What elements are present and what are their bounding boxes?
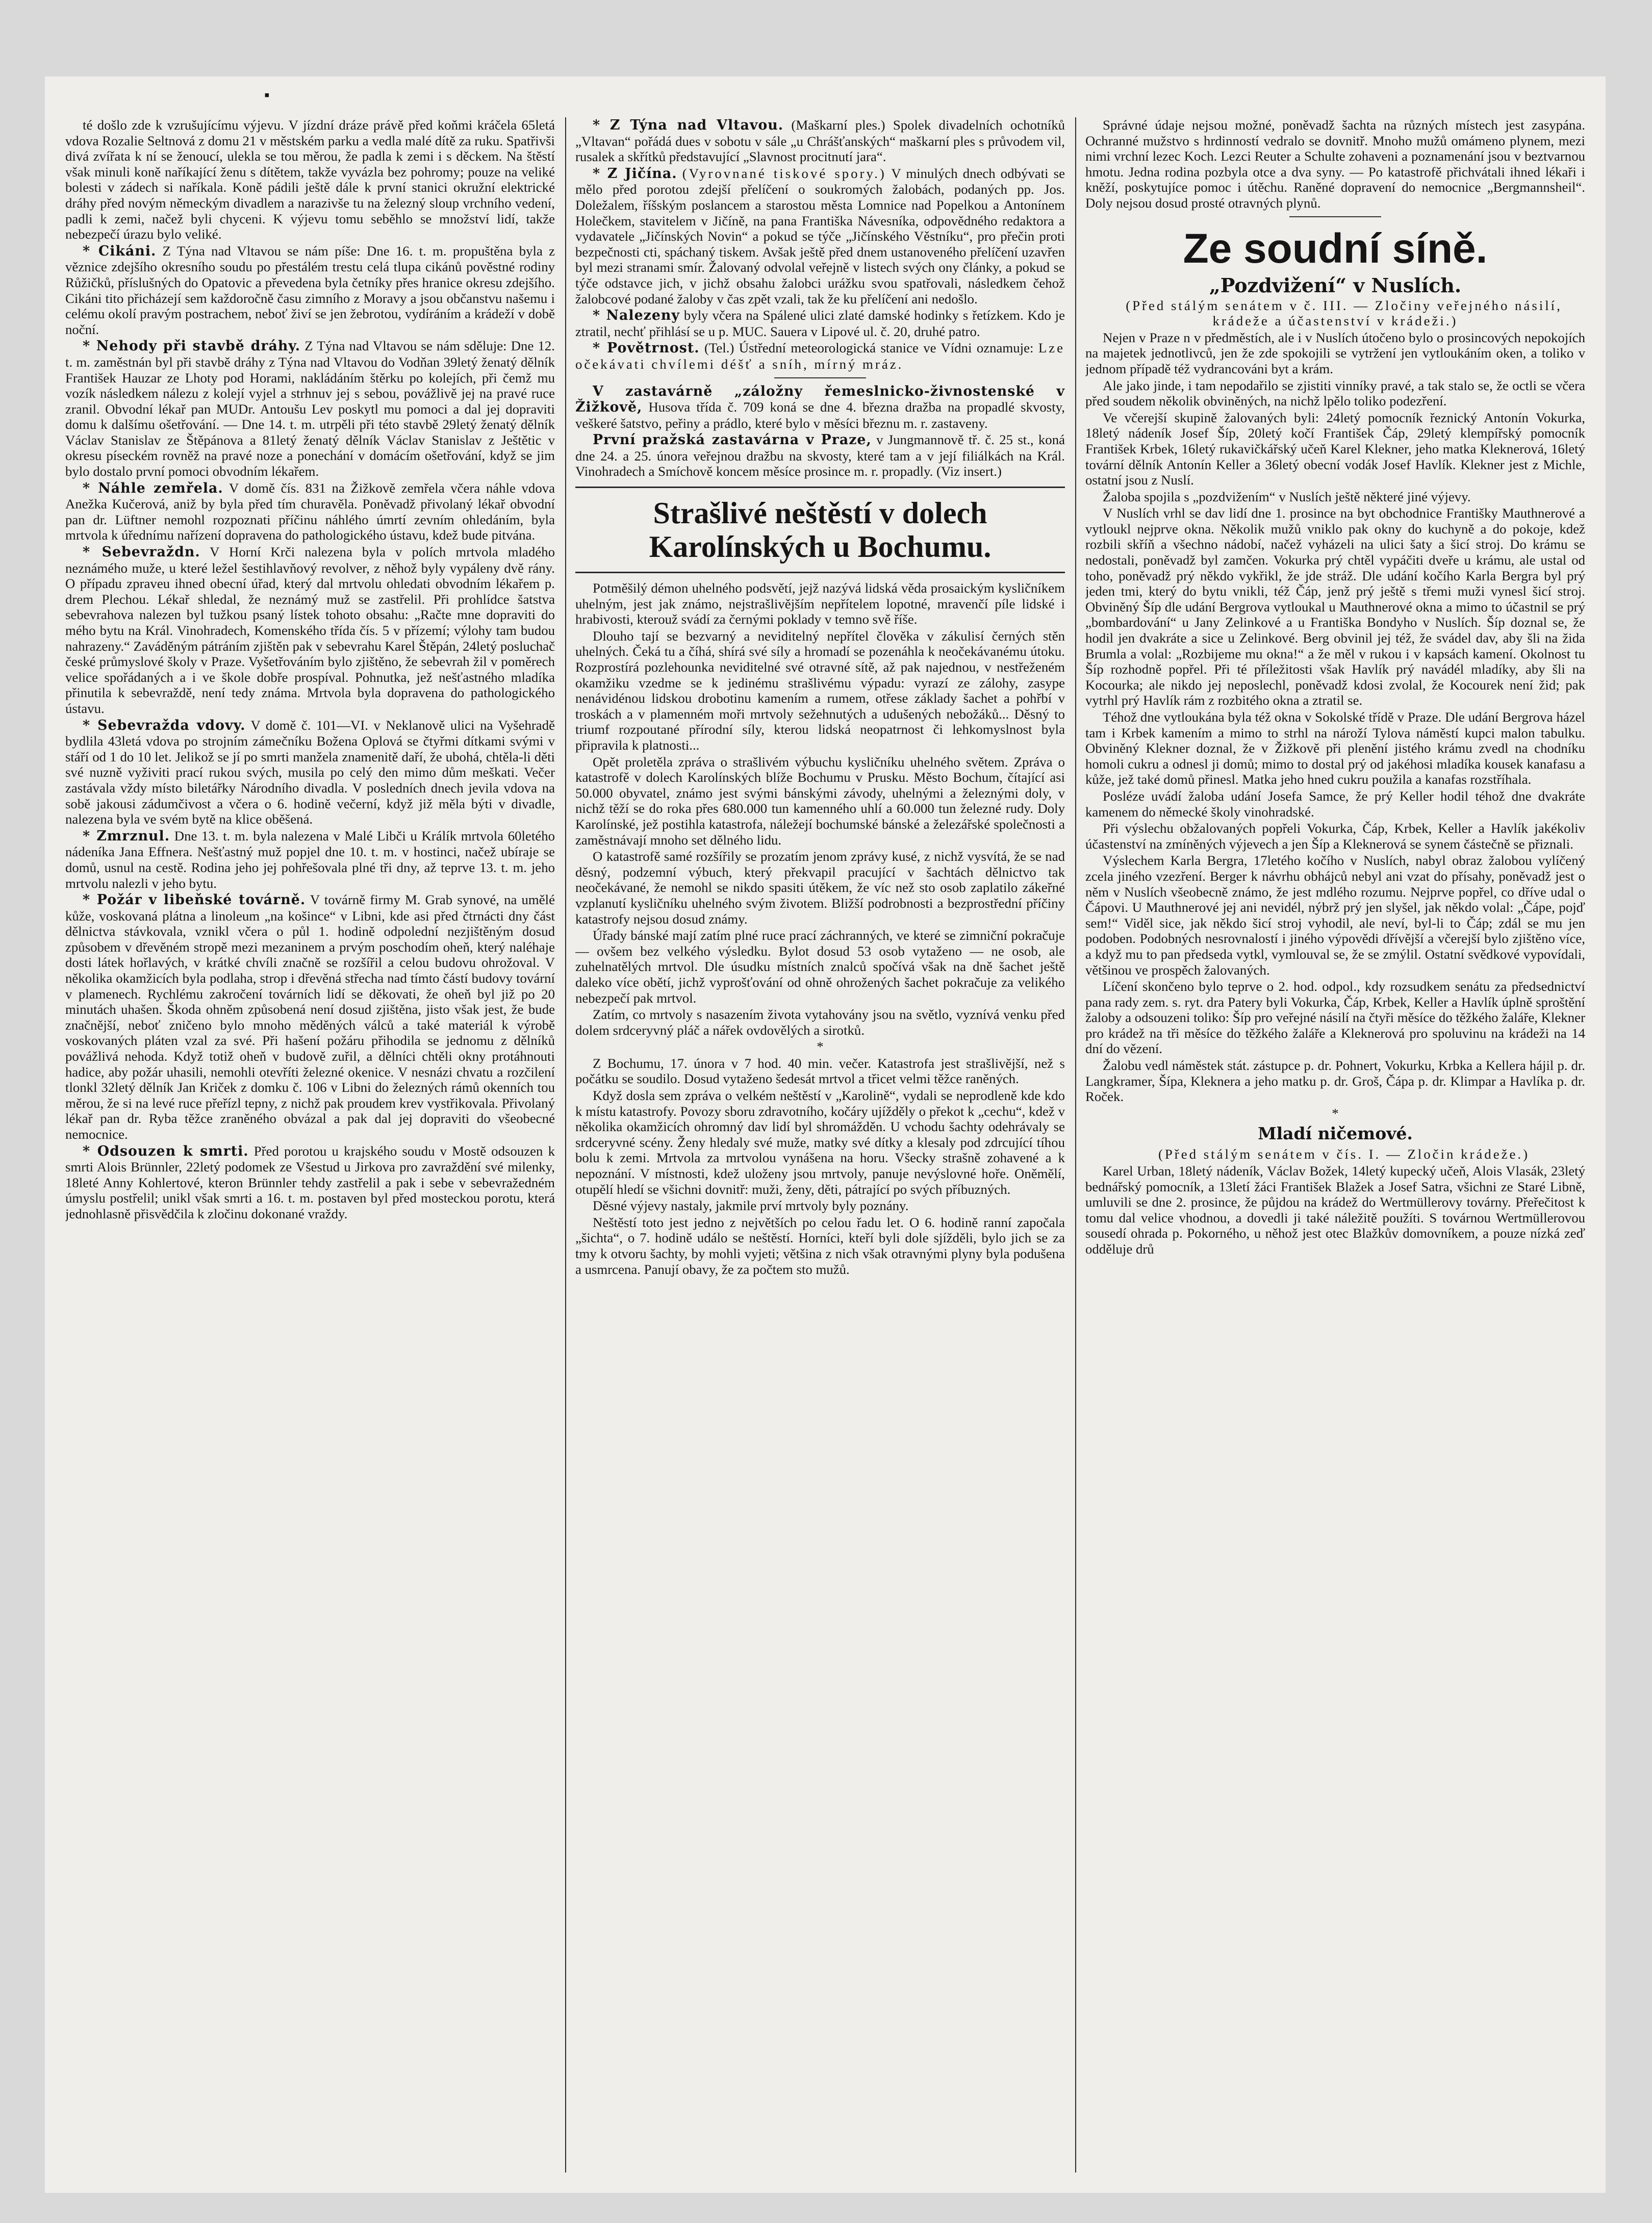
article-cikani: * Cikáni. Z Týna nad Vltavou se nám píše: Dne 16. t. m. propuštěna byla z věznice zdejšího okresního soudu po přestálém trestu celá tlupa cikánů pověstné rodiny Růžičků, příslušných do Opatovic a převedena byla četníky přes hranice okresu zdejšího. Cikáni tito přicházejí sem každoročně času zimního z Moravy a jsou občanstvu našemu i celému okolí pravým postrachem, neboť živí se jen žebrotou, vydíráním a krádeží v době noční. (65, 243, 555, 337)
column-rule (1075, 117, 1076, 2173)
article-sebevrazdn: * Sebevraždn. V Horní Krči nalezena byla v polích mrtvola mladého neznámého muže, u které ležel šestihlavňový revolver, z něhož byly vypáleny dvě rány. O případu zpraveu ihned obecní úřad, který dal mrtvolu ohledati obvodním lékařem p. drem Plechou. Lékař shledal, že neznámý muž se zastřelil. Při prohlídce šatstva sebevrahova nalezen byl tužkou psaný lístek tohoto obsahu: „Račte mne dopraviti do mého bytu na Král. Vinohradech, Komenského třída čís. 5 v přízemí; výlohy tam budou nahrazeny.“ Zaváděným pátráním zjištěn pak v sebevrahu Karel Štěpán, 24letý posluchač české průmyslové školy v Praze. Vyšetřováním bylo zjištěno, že sebevrah žil v poměrech velice spořádaných a i ve škole dobře prospíval. Pohnutka, jež nešťastného mladíka přinutila k sebevraždě, není tedy známa. Mrtvola byla dopravena do pathologického ústavu. (65, 544, 555, 716)
article-jicin: * Z Jičína. (Vyrovnané tiskové spory.) V minulých dnech odbývati se mělo před porotou zdejší přelíčení o soukromých žalobách, podaných pp. Jos. Doležalem, říšským poslancem a starostou města Lomnice nad Popelkou a Antonínem Holečkem, stavitelem v Jičíně, na pana Františka Návesníka, odpovědného redaktora a vydavatele „Jičínských Novin“ a pokud se týče „Jičínského Věstníku“, pro přečin proti bezpečnosti cti, spáchaný tiskem. Avšak ještě před dnem ustanoveného přelíčení uzavřen byl mezi stranami smír. Žalovaný odvolal veřejně v listech svých ony články, a pokud se týče odstavce jich, v jichž obsahu žalobci urážku svou spatřovali, následkem čehož žalobcové podané žaloby v čas zpět vzali, tak že ku přelíčení ani nedošlo. (575, 165, 1065, 306)
paragraph: Zatím, co mrtvoly s nasazením života vytahovány jsou na světlo, vyznívá venku před dolem srdceryvný pláč a nářek ovdovělých a sirotků. (575, 1007, 1065, 1038)
paragraph: Žaloba spojila s „pozdvižením“ v Nuslích ještě některé jiné výjevy. (1103, 489, 1471, 504)
column-rule (565, 117, 566, 2173)
separator-star: * (817, 1039, 824, 1055)
headline-box (575, 487, 1065, 573)
case-title-2: Mladí ničemové. (1258, 1123, 1413, 1144)
article-pozar: * Požár v libeňské továrně. V továrně firmy M. Grab synové, na umělé kůže, voskovaná plátna a linoleum „na košince“ v Libni, kde asi před čtrnácti dny část dělnictva stávkovala, vznikl včera o půl 1. hodině odpolední nezjištěným dosud způsobem v dřevěném stropě mezi mezaninem a prvým poschodím oheň, který naléhaje dosti látek hořlavých, v krátké chvíli značně se rozšířil a celou budovu ohrožoval. V několika okamžicích byla podlaha, strop i dřevěná střecha nad tímto částí budovy tovární v plamenech. Rychlému zakročení továrních lidí se děkovati, že oheň byl již po 20 minutách uhašen. Škoda ohněm způsobená není dosud zjištěna, jisto však jest, že bude značnější, neboť zničeno bylo mnoho měděných válců a také materiál k výrobě voskovaných pláten vzal za své. Při hašení požáru přihodila se jednomu z dělníků povážlivá nehoda. Když totiž oheň v budově zuřil, a dělníci chtěli okny protáhnouti hadice, aby požár uhasili, nemohli otevříti železné okenice. V nesnázi chvatu a rozčilení tlonkl 32letý dělník Jan Kriček z domku č. 106 v Libni do železných rámů okenních tou měrou, že si na levé ruce přeřízl tepny, z nichž pak proudem krev vystřikovala. Přivolaný lékař pan dr. Ryba těžce zraněného obvázal a pak dal jej dopraviti do všeobecné nemocnice. (65, 892, 555, 1142)
page-mark: ▪ (264, 87, 270, 104)
article-odsouzen: * Odsouzen k smrti. Před porotou u krajského soudu v Mostě odsouzen k smrti Alois Brünnler, 22letý podomek ze Všestud u Jirkova pro zavraždění své milenky, 18leté Anny Kohlertové, kteron Brünnler tehdy zastřelil a pak i sebe v sebevražedném úmyslu postřelil; unikl však smrti a 16. t. m. postaven byl před mosteckou porotu, která jednohlasně přisvědčila k zločinu dokonané vraždy. (65, 1143, 555, 1221)
case-title-1: „Pozdvižení“ v Nuslích. (1209, 273, 1462, 297)
paragraph: Když dosla sem zpráva o velkém neštěstí v „Karolině“, vydali se neprodleně kde kdo k místu katastrofy. Povozy sboru zdravotního, kočáry ujížděly o překot k „cechu“, kdež v několika okamžicích ohromný dav lidí byl shromážděn. U vchodu šachty odehrávaly se srdceryvné scény. Ženy hledaly své muže, matky své dítky a klesaly pod zdrcující tíhou bolu k zemi. Mrtvola za mrtvolou vynášena na horu. Všecky strašně zohavené a k nepoznání. V místnosti, kdež uloženy jsou mrtvoly, panuje nevýslovné hoře. Oněmělí, otupělí hledí se všichni dovnitř: muži, ženy, děti, pátrající po svých příbuzných. (575, 1088, 1065, 1197)
newspaper-page (45, 76, 1606, 2193)
paragraph: Karel Urban, 18letý nádeník, Václav Božek, 14letý kupecký učeň, Alois Vlasák, 23letý bednářský pomocník, a 13letí žáci František Blažek a Josef Satra, všichni ze Staré Libně, umluvili se dne 2. prosince, že půjdou na krádež do Wertmüllerovy továrny. Přeřečitost k tomu dal velice vhodnou, a dovedli ji také náležitě použíti. S továrnou Wertmüllerovou sousedí ohrada p. Pokorného, u něhož jest otec Blažkův domovníkem, a pouze nízká zeď odděluje drů (1085, 1163, 1585, 1257)
article-vdovy: * Sebevražda vdovy. V domě č. 101—VI. v Neklanově ulici na Vyšehradě bydlila 43letá vdova po strojním zámečníku Božena Oplová se čtyřmi dítkami svými v stáří od 1 do 10 let. Jelikož se jí po smrti manžela znamenitě daří, že ubohá, chtěla-li děti své nuzně vyživiti prací rukou svých, musila po celý den mimo dům meškati. Večer zastávala vždy místo biletářky Národního divadla. V posledních dnech jevila vdova na sobě jakousi zádumčivost a včera o 6. hodině večerní, když již měla býti v divadle, nalezena byla ve svém bytě na klice oběšená. (65, 717, 555, 827)
paragraph: Ale jako jinde, i tam nepodařilo se zjistiti vinníky pravé, a tak stalo se, že octli se včera před soudem několik obviněných, na nichž lpělo toliko podezření. (1085, 377, 1585, 409)
paragraph: Z Bochumu, 17. února v 7 hod. 40 min. večer. Katastrofa jest strašlivější, než s počátku se soudilo. Dosud vytaženo šedesát mrtvol a třicet velmi těžce raněných. (575, 1055, 1065, 1087)
paragraph: Úřady bánské mají zatím plné ruce prací záchranných, ve které se zimniční pokračuje — ovšem bez velkého výsledku. Bylot dosud 53 osob vytaženo — ne osob, ale zuhelnatělých mrtvol. Dle úsudku místních znalců spočívá však na dně šachet ještě daleko více obětí, jichž vyprošťování od ohně ohrožených šachet pokračuje za velikého nebezpečí pak mrtvol. (575, 928, 1065, 1006)
divider (1289, 216, 1381, 217)
article-zmrznul: * Zmrznul. Dne 13. t. m. byla nalezena v Malé Libči u Králík mrtvola 60letého nádeníka Jana Effnera. Nešťastný muž popjel dne 10. t. m. v hostinci, načež ubíraje se domů, usnul na cestě. Rodina jeho jej pohřešovala plné tři dny, až teprve 13. t. m. jeho mrtvolu nalezli v jeho bytu. (65, 828, 555, 891)
article-nalezeny: * Nalezeny byly včera na Spálené ulici zlaté damské hodinky s řetízkem. Kdo je ztratil, nechť přihlásí se u p. MUC. Sauera v Lipové ul. č. 20, druhé patro. (575, 308, 1065, 339)
paragraph: Téhož dne vytloukána byla též okna v Sokolské třídě v Praze. Dle udání Bergrova házel tam i Krbek kamením a mimo to strhl na nároží Tylova náměstí kupci malon tabulku. Obviněný Klekner doznal, že v Žižkově při plenění jistého krámu zvedl na chodníku homoli cukru a odnesl ji domů; mimo to dostal prý od jakéhosi mladíka kousek kanafasu a kůže, jež také domů přinesl. Matka jeho hned cukru použila a kanafas rozstříhala. (1085, 709, 1585, 787)
paragraph: Při výslechu obžalovaných popřeli Vokurka, Čáp, Krbek, Keller a Havlík jakékoliv účastenství na zmíněných výjevech a jen Šíp a Kleknerová se synem částečně se přiznali. (1085, 821, 1585, 852)
notice-zastavarna: V zastavárně „záložny řemeslnicko-živnostenské v Žižkově, Husova třída č. 709 koná se dne 4. března dražba na propadlé skvosty, veškeré šatstvo, peřiny a prádlo, které bylo v měsíci březnu m. r. zastaveny. (575, 383, 1065, 431)
divider (774, 377, 866, 378)
paragraph: Nejen v Praze n v předměstích, ale i v Nuslích útočeno bylo o prosincových nepokojích na majetek jednotlivců, jen že zde spokojili se vytržení jen vytloukáním oken, a toliko v jednom případě též vydrancováni byt a krám. (1085, 329, 1585, 376)
paragraph: O katastrofě samé rozšířily se prozatím jenom zprávy kusé, z nichž vysvítá, že se nad děsný, podzemní výbuch, který překvapil pracující v šachtách dělnictvo tak neočekávané, že nemohl se nikdo spasiti útěkem, že víc než sto osob zaplatilo zákeřné vzplanutí kysličníku uhelného svým životem. Bližší podrobnosti a bezprostřední příčiny katastrofy nejsou dosud známy. (575, 849, 1065, 927)
paragraph: Dlouho tají se bezvarný a neviditelný nepřítel člověka v zákulisí černých stěn uhelných. Čeká tu a číhá, shírá své síly a hromadí se pozenáhla k neočekávanému útoku. Rozprostírá pozlehounka neviditelné své otravné sítě, až pak najednou, v nestřeženém okamžiku vzedme se k jedinému strašlivému výpadu: vyrazí ze zálohy, zasype nenávidénou lidskou drobotinu kamením a rumem, otřese základy šachet a pohřbí v troskách a v plamenném moři mrtvoly sežehnutých a udušených nebožáků... Děsný to triumf rozpoutané přírodní síly, kterou lidská neopatrnost či lehkomyslnost byla připravila k platnosti... (575, 628, 1065, 753)
paragraph: Žalobu vedl náměstek stát. zástupce p. dr. Pohnert, Vokurku, Krbka a Kellera hájil p. dr. Langkramer, Šípa, Kleknera a jeho matku p. dr. Groš, Čápa p. dr. Klimpar a Havlíka p. dr. Roček. (1085, 1058, 1585, 1105)
paragraph: V Nuslích vrhl se dav lidí dne 1. prosince na byt obchodnice Františky Mauthnerové a vytloukl nejprve okna. Několik mužů vniklo pak okny do kuchyně a do pokoje, kdež rozbili skříň a všechno nádobí, načež vyházeli na ulici šaty a šicí stroj. Do krámu se nedostali, poněvadž byl zamčen. Vokurka prý chtěl vypáčiti dveře u krámu, ale ustal od toho, poněvadž prý někdo vykřikl, že jde stráž. Dle udání kočího Karla Bergra byl prý jeden tmi, který do bytu vnikli, též Čáp, jenž prý ještě s třemi muži vynesl šicí stroj. Obviněný Šíp dle udání Bergrova vytloukal u Mauthnerové okna a mimo to účastnil se prý „bombardování“ u Jany Zelinkové a u Františka Bondyho v Nuslích. Šíp doznal se, že hodil jen dvakráte a sice u Zelinkové. Berg obvinil jej též, že svádel dav, aby šli na žida Brumla a volal: „Rozbijeme mu okna!“ a že měl v rukou i v kapsách kamení. Okolnost tu Šíp rozhodně popřel. Při té příležitosti však Havlík prý navádél mladíky, aby šli na Kocourka; ale nikdo jej neposlechl, poněvadž kdosi zvolal, že Kocourek není žid; pak vytrhl prý Havlík rám z rozbitého okna a ztratil se. (1085, 505, 1585, 708)
column-1 (65, 117, 555, 2173)
article-nahle: * Náhle zemřela. V domě čís. 831 na Žižkově zemřela včera náhle vdova Anežka Kučerová, aniž by byla před tím churavěla. Poněvadž přivolaný lékař obvodní pan dr. Lüftner nemohl rozpoznati příčinu náhlého úmrtí zevním ohledáním, byla mrtvola k úřednímu nařízení dopravena do pathologického ústavu, kdež bude pitvána. (65, 480, 555, 543)
paragraph: Neštěstí toto jest jedno z největších po celou řadu let. O 6. hodině ranní započala „šichta“, o 7. hodině událo se neštěstí. Horníci, kteří byli dole sjížděli, bylo jich se za tmy k otvoru šachty, by mohli vyjeti; většina z nich však otravnými plyny byla podušena a usmrcena. Panují obavy, že za počtem sto mužů. (575, 1214, 1065, 1277)
case-subtitle-1: (Před stálým senátem v č. III. — Zločiny veřejného násilí, krádeže a účastenství v krádeži.) (1126, 297, 1562, 329)
paragraph: Líčení skončeno bylo teprve o 2. hod. odpol., kdy rozsudkem senátu za předsednictví pana rady zem. s. ryt. dra Patery byli Vokurka, Čáp, Krbek, Keller a Havlík úplně sproštění žaloby a odsouzeni toliko: Šíp pro veřejné násilí na čtyři měsíce do těžkého žaláře, Klekner pro krádež na tři měsíce do těžkého žaláře a Kleknerová pro spoluvinu na krádeži na 14 dní do vězení. (1085, 979, 1585, 1057)
paragraph: Ve včerejší skupině žalovaných byli: 24letý pomocník řeznický Antonín Vokurka, 18letý nádeník Josef Šíp, 20letý kočí František Čáp, 29letý klempířský pomocník František Krbek, 16letý rukavičkářský učeň Karel Klekner, jeho matka Kleknerová, 16letý tovární dělník Antonín Keller a 36letý obecní vodák Josef Havlík. Klekner jest z Michle, ostatní jsou z Nuslí. (1085, 410, 1585, 488)
article-text: té došlo zde k vzrušujícímu výjevu. V jízdní dráze právě před koňmi kráčela 65letá vdova Rozalie Seltnová z domu 21 v městském parku a vedla malé dítě za ruku. Spatřivši divá zvířata k ní se ženoucí, ulekla se tou měrou, že padla k zemi i s děckem. Na štěstí však minuli koně naříkající ženu s dítětem, takže vyvázla bez pohromy; pouze na veliké bolesti v zádech si naříkala. Koně pádili ještě dále k první stanici okružní elektrické dráhy před novým německým divadlem a narazivše tu na železný sloup vrchního vedení, padli k zemi, načež byli chyceni. K výjevu tomu seběhlo se množství lidí, takže nebezpečí úrazu bylo veliké. (65, 117, 555, 242)
paragraph: Děsné výjevy nastaly, jakmile prví mrtvoly byly poznány. (593, 1198, 909, 1214)
article-tyn: * Z Týna nad Vltavou. (Maškarní ples.) Spolek divadelních ochotníků „Vltavan“ pořádá dues v sobotu v sále „u Chrášťanských“ maškarní ples s průvodem vil, rusalek a skřítků představující „Slavnost procitnutí jara“. (575, 117, 1065, 165)
headline-bochum: Strašlivé neštěstí v dolech Karolínských u Bochumu. (649, 496, 992, 564)
column-3 (1085, 117, 1585, 2173)
paragraph: Potměšilý démon uhelného podsvětí, jejž nazývá lidská věda prosaickým kysličníkem uhelným, jest jak známo, nejstrašlivějším nepřítelem lopotné, mravenčí píle lidské i hrabivosti, kterouž svádí za černými poklady v temno svě říše. (575, 580, 1065, 627)
column-2 (575, 117, 1065, 2173)
case-subtitle-2: (Před stálým senátem v čís. I. — Zločin krádeže.) (1158, 1146, 1530, 1162)
article-nehody: * Nehody při stavbě dráhy. Z Týna nad Vltavou se nám sděluje: Dne 12. t. m. zaměstnán byl při stavbě dráhy z Týna nad Vltavou do Vodňan 39letý ženatý dělník František Hauzar ze Lhoty pod Horami, nakládáním štěrku po kolejích, při čemž mu vozík následkem nálezu z kolejí vyjel a strhnuv jej s sebou, povážlivě jej na pravé ruce zranil. Obvodní lékař pan MUDr. Antoušu Lev poskytl mu pomoci a dal jej dopraviti domu k dalšímu ošetřování. — Dne 14. t. m. utrpěli při této stavbě 29letý ženatý dělník Václav Stanislav ze Štěpánova a 81letý ženatý dělník Václav Stanislav z Ještětic v okresu píseckém rovněž na pravé noze a ponechání v domácím ošetřování, když se jim bylo dostalo první pomoci obvodním lékařem. (65, 338, 555, 479)
paragraph: Správné údaje nejsou možné, poněvadž šachta na různých místech jest zasypána. Ochranné mužstvo s hrdinností vedralo se dovnitř. Mnoho mužů omámeno plynem, mezi nimi vrchní lezec Koch. Lezci Reuter a Schulte zohaveni a poznamenání jsou v beztvarnou hmotu. Jedna rodina pozbyla otce a dva syny. — Po katastrofě přichvátali ihned lékaři i kněží, poskytujíce pomoc i útěchu. Raněné dopravení do nemocnice „Bergmannsheil“. Doly nejsou dosud prosté otravných plynů. (1085, 117, 1585, 211)
paragraph: Posléze uvádí žaloba udání Josefa Samce, že prý Keller hodil téhož dne dvakráte kamenem do německé školy vinohradské. (1085, 788, 1585, 820)
paragraph: Opět proletěla zpráva o strašlivém výbuchu kysličníku uhelného světem. Zpráva o katastrofě v dolech Karolínských blíže Bochumu v Prusku. Město Bochum, čítající asi 50.000 obyvatel, známo jest svými bánskými závody, uhelnými a železnými doly, v nichž těží se do roka přes 680.000 tun kamenného uhlí a 60.000 tun železné rudy. Doly Karolínské, jež postihla katastrofa, náležejí bochumské bánské a železářské společnosti a zaměstnávají mnoho set dělného lidu. (575, 754, 1065, 848)
notice-prvni-zastavarna: První pražská zastavárna v Praze, v Jungmannově tř. č. 25 st., koná dne 24. a 25. února veřejnou dražbu na skvosty, které tam a v její filiálkách na Král. Vinohradech a Smíchově koncem měsíce prosince m. r. propadly. (Viz insert.) (575, 432, 1065, 479)
section-title: Ze soudní síně. (1183, 225, 1488, 272)
separator-star: * (1332, 1105, 1339, 1121)
article-pocasi: * Povětrnost. (Tel.) Ústřední meteorologická stanice ve Vídni oznamuje: Lze očekávati chvílemi déšť a sníh, mírný mráz. (575, 340, 1065, 372)
paragraph: Výslechem Karla Bergra, 17letého kočího v Nuslích, nabyl obraz žalobou vylíčený zcela jiného vzezření. Berger k návrhu obhájců nebyl ani vzat do přísahy, poněvadž jest o něm v Nuslích všeobecně známo, že jest mdlého rozumu. Nejprve popřel, co dříve udal o Čápovi. U Mauthnerové jej ani nevidél, nýbrž prý jen slyšel, jak někdo volal: „Čápe, pojď sem!“ Viděl sice, jak někdo šicí stroj vyhodil, ale neví, byl-li to Čáp; zdál se mu jen podoben. Podobných nesrovnalostí i jiného výpovědi dřívější a včerejší bylo zjištěno více, a když mu to pan předseda vytkl, vymlouval se, že se zmýlil. Ostatní svědkové vypovídali, většinou ve prospěch žalovaných. (1085, 853, 1585, 978)
